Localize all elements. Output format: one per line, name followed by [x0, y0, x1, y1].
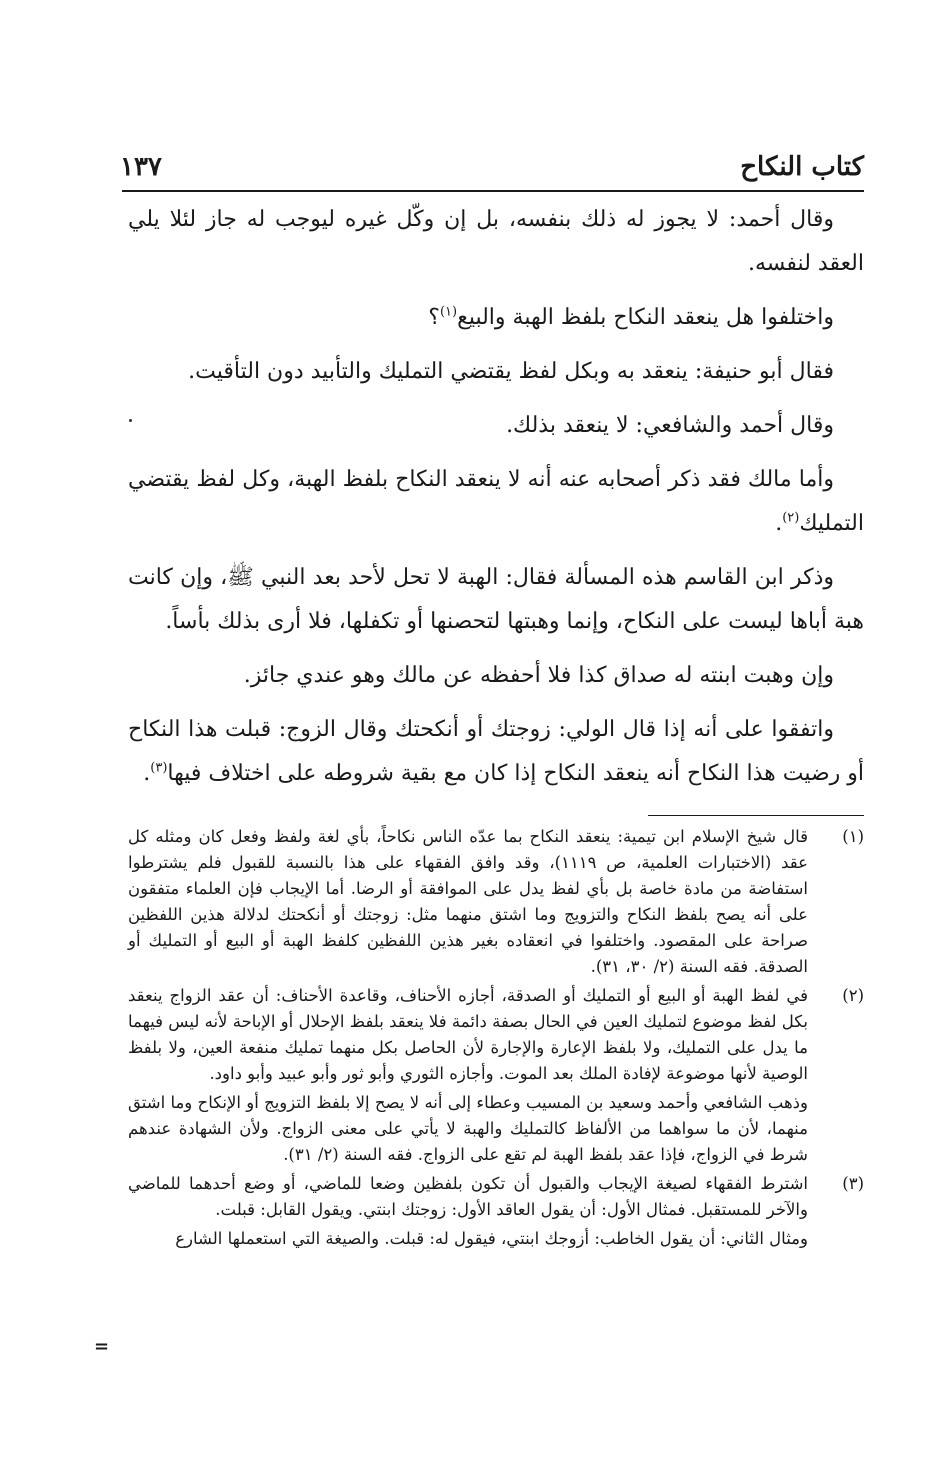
footnote-ref[interactable]: (٣)	[150, 760, 168, 776]
paragraph: وأما مالك فقد ذكر أصحابه عنه أنه لا ينعقد النكاح بلفظ الهبة، وكل لفظ يقتضي التمليك$^{(٢)}$.	[128, 467, 864, 536]
footnote-number: (٣)	[842, 1174, 864, 1193]
footnote-2-continuation: وذهب الشافعي وأحمد وسعيد بن المسيب وعطاء إلى أنه لا يصح إلا بلفظ التزويج أو الإنكاح وما اشتق منهما، لأن ما سواهما من الألفاظ كالتمليك والهبة لا يأتي على معنى الزواج. ولأن الشهادة عندهم شرط في الزواج، فإذا عقد بلفظ الهبة لم تقع على الزواج. فقه السنة (٢/ ٣١).	[128, 1093, 808, 1164]
footnotes-section	[128, 824, 864, 1255]
print-speck	[129, 419, 132, 422]
paragraph: واختلفوا هل ينعقد النكاح بلفظ الهبة والبيع$^{(١)}$؟	[428, 304, 834, 330]
footnote-separator	[648, 815, 864, 816]
paragraph: وإن وهبت ابنته له صداق كذا فلا أحفظه عن مالك وهو عندي جائز.	[243, 663, 834, 688]
paragraph: واتفقوا على أنه إذا قال الولي: زوجتك أو أنكحتك وقال الزوج: قبلت هذا النكاح أو رضيت هذا النكاح أنه ينعقد النكاح إذا كان مع بقية شروطه على اختلاف فيها$^{(٣)}$.	[128, 717, 864, 786]
footnote-2	[128, 983, 864, 1087]
footnote-number: (١)	[842, 827, 864, 846]
book-title: كتاب النكاح	[740, 152, 864, 182]
footnote-ref[interactable]: (١)	[439, 304, 458, 320]
paragraph: وذكر ابن القاسم هذه المسألة فقال: الهبة لا تحل لأحد بعد النبي ﷺ، وإن كانت هبة أباها ليست على النكاح، وإنما وهبتها لتحصنها أو تكفلها، فلا أرى بذلك بأساً.	[128, 565, 864, 634]
footnote-text: قال شيخ الإسلام ابن تيمية: ينعقد النكاح بما عدّه الناس نكاحاً، بأي لغة ولفظ وفعل كان ومثله كل عقد (الاختبارات العلمية، ص ١١١٩)، وقد وافق الفقهاء على هذا بالنسبة للقبول فلم يشترطوا استفاضة من مادة خاصة بل بأي لفظ يدل على الموافقة أو الرضا. أما الإيجاب فإن العلماء متفقون على أنه يصح بلفظ النكاح والتزويج وما اشتق منهما مثل: زوجتك أو أنكحتك لدلالة هذين اللفظين صراحة على المقصود. واختلفوا في انعقاده بغير هذين اللفظين كلفظ الهبة أو البيع أو التمليك أو الصدقة. فقه السنة (٢/ ٣٠، ٣١).	[128, 827, 808, 976]
paragraph: فقال أبو حنيفة: ينعقد به وبكل لفظ يقتضي التمليك والتأبيد دون التأقيت.	[188, 359, 834, 384]
footnote-text: في لفظ الهبة أو البيع أو التمليك أو الصدقة، أجازه الأحناف، وقاعدة الأحناف: أن عقد الزواج ينعقد بكل لفظ موضوع لتمليك العين في الحال بصفة دائمة فلا ينعقد بلفظ الإحلال أو الإباحة لأنه ليس فيهما ما يدل على التمليك، ولا بلفظ الإعارة والإجارة لأن الحاصل بكل منهما تمليك منفعة العين، ولا بلفظ الوصية لأنها موضوعة لإفادة الملك بعد الموت. وأجازه الثوري وأبو ثور وأبو عبيد وأبو داود.	[128, 986, 808, 1083]
footnote-ref[interactable]: (٢)	[782, 510, 800, 526]
footnote-3	[128, 1171, 864, 1223]
continuation-mark: =	[94, 1336, 110, 1357]
footnote-3-continuation: ومثال الثاني: أن يقول الخاطب: أزوجك ابنتي، فيقول له: قبلت. والصيغة التي استعملها الشارع	[175, 1229, 808, 1248]
header-rule	[122, 190, 864, 192]
page-number: ١٣٧	[120, 152, 162, 182]
paragraph: وقال أحمد: لا يجوز له ذلك بنفسه، بل إن وكّل غيره ليوجب له جاز لئلا يلي العقد لنفسه.	[128, 207, 864, 276]
footnote-1	[128, 824, 864, 980]
main-text	[128, 198, 864, 802]
running-header	[120, 150, 864, 194]
paragraph: وقال أحمد والشافعي: لا ينعقد بذلك.	[506, 413, 834, 438]
footnote-number: (٢)	[842, 986, 864, 1005]
footnote-text: اشترط الفقهاء لصيغة الإيجاب والقبول أن تكون بلفظين وضعا للماضي، أو وضع أحدهما للماضي والآخر للمستقبل. فمثال الأول: أن يقول العاقد الأول: زوجتك ابنتي. ويقول القابل: قبلت.	[128, 1174, 808, 1219]
